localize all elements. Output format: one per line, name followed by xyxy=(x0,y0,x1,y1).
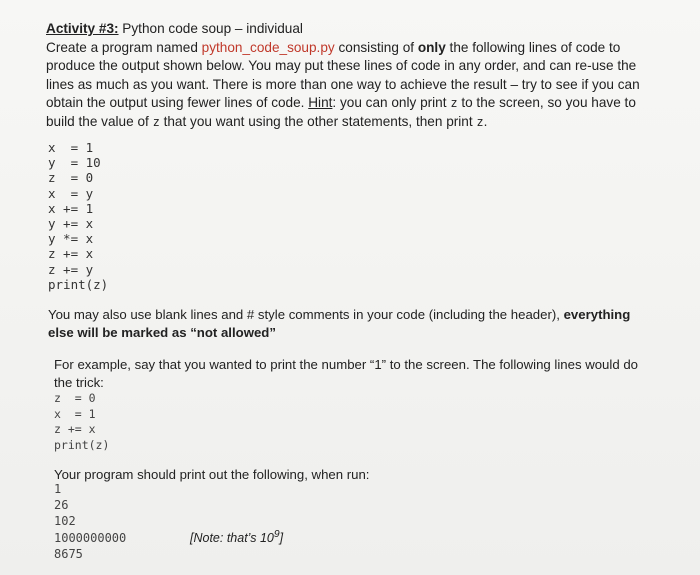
code-line: x = 1 xyxy=(54,406,96,421)
activity-title xyxy=(46,20,666,39)
output-line: 1000000000 xyxy=(54,530,127,545)
code-line: z = 0 xyxy=(48,170,94,186)
code-line: y += x xyxy=(48,216,94,232)
not-allowed-warning: everything else will be marked as “not allowed” xyxy=(48,307,631,340)
code-line: x += 1 xyxy=(48,200,94,216)
output-line: 8675 xyxy=(54,546,83,561)
allowed-note: You may also use blank lines and # style comments in your code (including the header), everything else will be marked as “not allowed” xyxy=(48,307,631,340)
expected-output xyxy=(54,481,126,562)
hint-label: Hint xyxy=(308,95,333,110)
code-line: x = 1 xyxy=(48,140,94,155)
output-intro: Your program should print out the following, when run: xyxy=(54,467,370,482)
activity-instructions xyxy=(46,20,666,131)
code-line: print(z) xyxy=(54,437,110,452)
only-emphasis: only xyxy=(417,39,446,55)
code-line: z += x xyxy=(54,422,96,436)
instructions-paragraph: Create a program named python_code_soup.py consisting of only the following lines of code to produce the output shown below. You may put these lines of code in any order, and can re-use the lines as much as you want. There is more than one way to achieve the result – try to see if you can obtain the output using fewer lines of code. Hint: you can only print z to the screen, so you have to build the value of z that you want using the other statements, then print z. xyxy=(46,39,640,129)
example-code xyxy=(54,391,109,453)
activity-number: Activity #3: xyxy=(46,21,119,36)
activity-subtitle: Python code soup – individual xyxy=(118,21,303,36)
output-line: 102 xyxy=(54,514,76,529)
code-line: y *= x xyxy=(48,231,94,247)
code-line: z += y xyxy=(48,261,94,277)
code-line: x = y xyxy=(48,185,94,201)
code-line: z = 0 xyxy=(54,391,96,405)
allowed-code-lines xyxy=(48,140,108,292)
output-line: 1 xyxy=(54,482,62,496)
code-line: y = 10 xyxy=(48,155,101,171)
code-line: print(z) xyxy=(48,276,109,292)
output-line: 26 xyxy=(54,498,69,513)
filename: python_code_soup.py xyxy=(201,39,335,55)
output-note: [Note: that’s $10^9$] xyxy=(190,529,284,546)
code-line: z += x xyxy=(48,246,94,262)
example-text: For example, say that you wanted to print the number “1” to the screen. The following lines would do the trick: xyxy=(54,357,638,390)
